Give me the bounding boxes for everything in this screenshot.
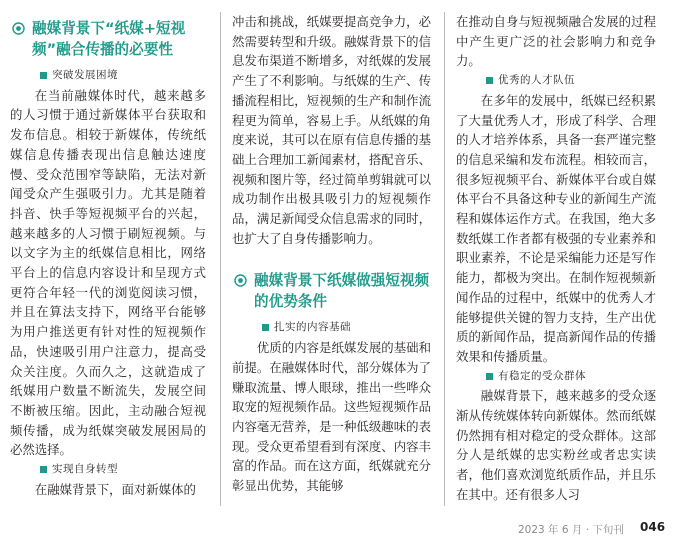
column-3	[456, 12, 656, 512]
paragraph-1: 在当前融媒体时代，越来越多的人习惯于通过新媒体平台获取和发布信息。相较于新媒体，传统纸媒信息传播表现出信息触达速度慢、受众范围窄等缺陷，无法对新闻受众产生强吸引力。尤其是随着抖音、快手等短视频平台的兴起，越来越多的人习惯于刷短视频。与以文字为主的纸媒信息相比，网络平台上的信息内容设计和呈现方式更符合年轻一代的浏览阅读习惯，并且在算法支持下，网络平台能够为用户推送更有针对性的短视频作品，快速吸引用户注意力，提高受众关注度。久而久之，这就造成了纸媒用户数量不断流失，发展空间不断被压缩。因此，主动融合短视频传播，成为纸媒突破发展困局的必然选择。	[10, 87, 206, 458]
section-title-2	[232, 270, 431, 312]
section-title-1	[10, 18, 206, 60]
subhead-3-text: 扎实的内容基础	[274, 321, 351, 334]
subhead-2	[10, 460, 206, 480]
square-bullet-icon	[262, 324, 269, 331]
paragraph-4: 在多年的发展中，纸媒已经积累了大量优秀人才，形成了科学、合理的人才培养体系，具备一套严谨完整的信息采编和发布流程。相较而言，很多短视频平台、新媒体平台或自媒体平台不具备这种专业的新闻生产流程和媒体运作方式。在我国，绝大多数纸媒工作者都有极强的专业素养和职业素养，不论是采编能力还是写作能力，都极为突出。在制作短视频新闻作品的过程中，纸媒中的优秀人才能够提供关键的智力支持，生产出优质的新闻作品，提高新闻作品的传播效果和传播质量。	[456, 92, 656, 364]
column-1	[10, 12, 206, 512]
paragraph-2: 在融媒背景下，面对新媒体的	[34, 481, 196, 497]
paragraph-3-continued: 在推动自身与短视频融合发展的过程中产生更广泛的社会影响力和竞争力。	[456, 14, 656, 69]
subhead-5	[456, 367, 656, 387]
section-title-1-text: 融媒背景下“纸媒+短视频”融合传播的必要性	[32, 20, 186, 58]
page-number: 046	[640, 520, 666, 534]
column-2	[232, 12, 431, 512]
subhead-3	[232, 318, 431, 338]
subhead-1	[10, 66, 206, 86]
square-bullet-icon	[40, 72, 47, 79]
subhead-4	[456, 71, 656, 91]
subhead-2-text: 实现自身转型	[52, 463, 118, 476]
column-divider-1	[220, 12, 221, 506]
subhead-4-text: 优秀的人才队伍	[498, 74, 575, 87]
paragraph-3: 优质的内容是纸媒发展的基础和前提。在融媒体时代，部分媒体为了赚取流量、博人眼球，推出一些哗众取宠的短视频作品。这些短视频作品内容毫无营养，是一种低级趣味的表现。受众更希望看到有深度、内容丰富的作品。而在这方面，纸媒就充分彰显出优势，其能够	[232, 340, 431, 494]
paragraph-2-continued: 冲击和挑战，纸媒要提高竞争力，必然需要转型和升级。融媒背景下的信息发布渠道不断增多，对纸媒的发展产生了不利影响。与纸媒的生产、传播流程相比，短视频的生产和制作流程更为简单，容易上手。从纸媒的角度来说，其可以在原有信息传播的基础上合理加工新闻素材，搭配音乐、视频和图片等，经过简单剪辑就可以成功制作出极具吸引力的短视频作品，满足新闻受众信息需求的同时，也扩大了自身传播影响力。	[232, 14, 431, 246]
square-bullet-icon	[486, 373, 493, 380]
subhead-1-text: 突破发展困境	[52, 69, 118, 81]
paragraph-5: 融媒背景下，越来越多的受众逐渐从传统媒体转向新媒体。然而纸媒仍然拥有相对稳定的受众群体。这部分人是纸媒的忠实粉丝或者忠实读者，他们喜欢浏览纸质作品，并且乐在其中。还有很多人习	[456, 388, 656, 502]
square-bullet-icon	[40, 466, 47, 473]
issue-footer: 2023 年 6 月 · 下旬刊	[518, 524, 624, 536]
column-divider-2	[444, 12, 445, 506]
section-title-2-text: 融媒背景下纸媒做强短视频的优势条件	[254, 272, 430, 311]
target-circle-icon	[234, 274, 247, 287]
target-circle-icon	[12, 22, 25, 35]
square-bullet-icon	[486, 77, 493, 84]
subhead-5-text: 有稳定的受众群体	[498, 369, 586, 382]
